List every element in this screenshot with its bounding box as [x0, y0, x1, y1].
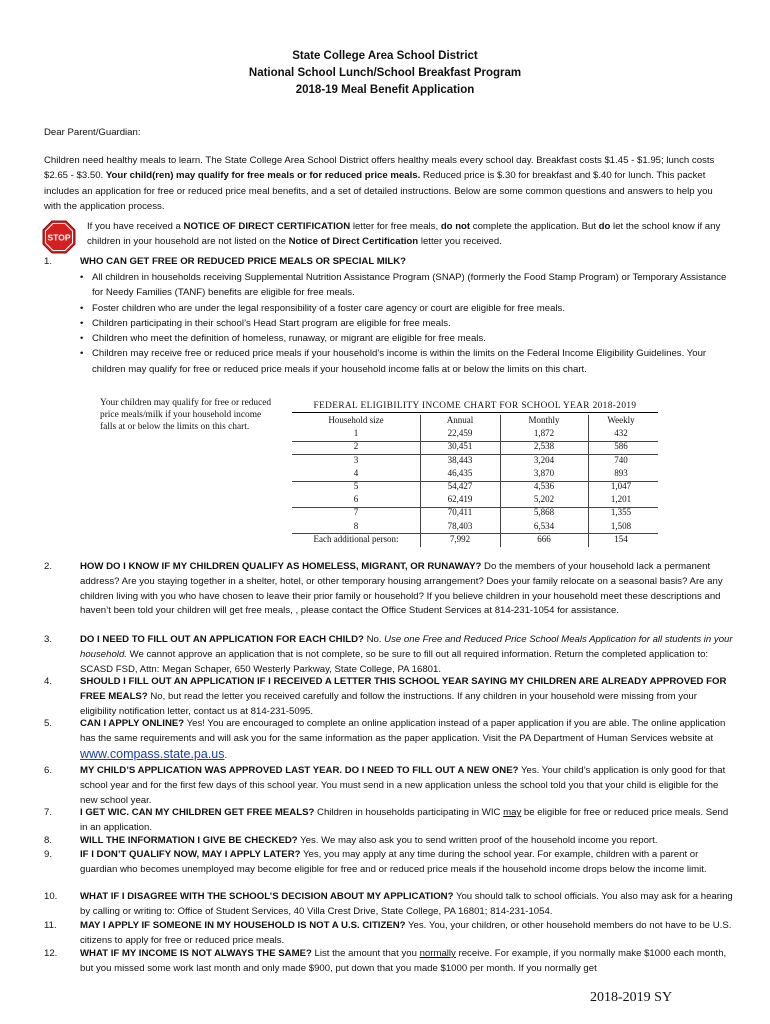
- stop-text-5: letter you received.: [418, 236, 502, 248]
- list-item: • Foster children who are under the legal responsibility of a foster care agency or court are eligible for free meals.: [80, 302, 565, 314]
- question-12-body: [80, 947, 734, 977]
- question-2-number: 2.: [44, 561, 53, 572]
- cell-household-size: 8: [353, 520, 359, 531]
- question-3: [44, 633, 734, 677]
- table-column-rule: [420, 415, 421, 547]
- header-district: State College Area School District: [292, 50, 478, 62]
- cell-annual: 22,459: [447, 428, 473, 439]
- cell-monthly: 5,868: [533, 507, 555, 518]
- table-rule: [292, 507, 658, 508]
- table-rule: [292, 454, 658, 455]
- cell-annual: 7,992: [449, 533, 471, 544]
- question-5-title: CAN I APPLY ONLINE?: [80, 718, 185, 729]
- question-2-body: [80, 560, 734, 619]
- cell-household-size: 2: [353, 441, 359, 452]
- intro-bold: Your child(ren) may qualify for free meals or for reduced price meals.: [105, 170, 421, 182]
- cell-weekly: 740: [614, 454, 628, 465]
- stop-bold-1: NOTICE OF DIRECT CERTIFICATION: [183, 221, 351, 232]
- question-3-italic: Use one Free and Reduced Price School Meals Application for all students in your household.: [80, 634, 733, 660]
- cell-household-size: 7: [353, 507, 359, 518]
- table-row: [292, 494, 658, 507]
- bullet-text: All children in households receiving Supplemental Nutrition Assistance Program (SNAP) (formerly the Food Stamp Program) or Temporary Assistance for Needy Families (TANF) benefits are eligible for free meals.: [92, 272, 727, 299]
- table-row: [292, 481, 658, 494]
- question-5-number: 5.: [44, 718, 53, 729]
- question-2: [44, 560, 734, 619]
- question-10: [44, 890, 734, 920]
- table-row: [292, 534, 658, 547]
- question-12-title: WHAT IF MY INCOME IS NOT ALWAYS THE SAME?: [80, 948, 312, 959]
- cell-weekly: 1,355: [610, 507, 632, 518]
- bullet-text: Children participating in their school’s Head Start program are eligible for free meals.: [92, 317, 451, 329]
- question-6-title: MY CHILD’S APPLICATION WAS APPROVED LAST YEAR. DO I NEED TO FILL OUT A NEW ONE?: [80, 765, 519, 776]
- question-7-text-2: be eligible for free or reduced price meals. Send in an application.: [80, 807, 729, 833]
- table-column-rule: [588, 415, 589, 547]
- intro-text-1: Children need healthy meals to learn. The State College Area School District offers healthy meals every school day. Breakfast costs $1.45 - $1.95; lunch costs $2.65 - $3.50.: [44, 155, 715, 182]
- footer-school-year: 2018-2019 SY: [590, 990, 673, 1005]
- cell-weekly: 154: [614, 533, 628, 544]
- question-8-body: [80, 834, 734, 849]
- question-3-text-2: We cannot approve an application that is not complete, so be sure to fill out all required information. Return the completed application to: SCASD FSD, Attn: Megan Schaper, 650 Westerly Parkway, State College, PA 16801.: [80, 648, 709, 675]
- table-rule: [292, 481, 658, 482]
- question-8: [44, 834, 734, 849]
- table-row: [292, 428, 658, 441]
- header-program: National School Lunch/School Breakfast Program: [248, 67, 522, 79]
- question-7-text-1: Children in households participating in WIC: [314, 807, 504, 818]
- cell-monthly: 666: [537, 533, 551, 544]
- cell-monthly: 3,870: [533, 467, 555, 478]
- question-8-title: WILL THE INFORMATION I GIVE BE CHECKED?: [80, 835, 298, 846]
- question-10-number: 10.: [44, 891, 58, 902]
- table-row: [292, 521, 658, 534]
- question-7: [44, 806, 734, 836]
- question-7-title: I GET WIC. CAN MY CHILDREN GET FREE MEALS?: [80, 807, 315, 818]
- question-8-text: Yes. We may also ask you to send written proof of the household income you report.: [297, 835, 658, 846]
- intro-paragraph: [44, 153, 730, 215]
- direct-certification-notice: [87, 219, 727, 250]
- cell-household-size: 4: [353, 467, 359, 478]
- question-12-text-1: List the amount that you: [311, 948, 420, 959]
- question-3-body: [80, 633, 734, 677]
- cell-annual: 30,451: [447, 441, 473, 452]
- stop-text-2: letter for free meals,: [350, 221, 441, 232]
- question-11-number: 11.: [44, 920, 57, 931]
- question-4-body: [80, 675, 734, 719]
- list-item: • Children participating in their school’s Head Start program are eligible for free meals.: [80, 317, 451, 329]
- cell-household-size: 6: [353, 494, 359, 505]
- list-item: • Children may receive free or reduced price meals if your household’s income is within the limits on the Federal Income Eligibility Guidelines. Your children may qualify for free or reduced price meals if your household income falls at or below the limits on this chart.: [80, 348, 707, 375]
- column-header-annual: Annual: [446, 415, 474, 425]
- question-9: [44, 848, 734, 878]
- cell-annual: 70,411: [447, 507, 473, 518]
- question-7-body: [80, 806, 734, 836]
- bullet-text: Foster children who are under the legal responsibility of a foster care agency or court are eligible for free meals.: [92, 302, 565, 314]
- table-row: [292, 455, 658, 468]
- question-11-title: MAY I APPLY IF SOMEONE IN MY HOUSEHOLD IS NOT A U.S. CITIZEN?: [80, 920, 406, 931]
- income-chart-header-row: [292, 415, 658, 428]
- stop-bold-2: do not: [440, 221, 471, 232]
- cell-household-size: Each additional person:: [313, 533, 399, 544]
- question-12-underline: normally: [419, 948, 456, 959]
- stop-bold-3: do: [598, 221, 611, 232]
- question-9-body: [80, 848, 734, 878]
- eligibility-bullet-list: [80, 270, 732, 377]
- question-3-title: DO I NEED TO FILL OUT AN APPLICATION FOR EACH CHILD?: [80, 634, 364, 645]
- header-title: 2018-19 Meal Benefit Application: [295, 84, 475, 96]
- cell-monthly: 2,538: [533, 441, 555, 452]
- question-3-text-1: No.: [363, 634, 385, 645]
- stop-sign-icon: [42, 220, 76, 254]
- question-6-number: 6.: [44, 765, 53, 776]
- cell-annual: 54,427: [447, 481, 473, 491]
- question-4: [44, 675, 734, 719]
- intro-text-2: Reduced price is $.30 for breakfast and $.40 for lunch. This packet includes an application for free or reduced price meal benefits, and a set of detailed instructions. Below are some common questions and answers to help you with the application process.: [44, 170, 713, 213]
- question-5: [44, 717, 734, 763]
- question-1-title: WHO CAN GET FREE OR REDUCED PRICE MEALS OR SPECIAL MILK?: [80, 256, 407, 267]
- question-4-title: SHOULD I FILL OUT AN APPLICATION IF I RECEIVED A LETTER THIS SCHOOL YEAR SAYING MY CHILDREN ARE ALREADY APPROVED FOR FREE MEALS?: [80, 676, 727, 702]
- cell-annual: 78,403: [447, 520, 473, 531]
- question-9-text: Yes, you may apply at any time during the school year. For example, children with a parent or guardian who becomes unemployed may become eligible for free and or reduced price meals if the household income drops below the income limit.: [80, 849, 707, 875]
- cell-monthly: 6,534: [533, 520, 555, 531]
- list-item: • All children in households receiving Supplemental Nutrition Assistance Program (SNAP) (formerly the Food Stamp Program) or Temporary Assistance for Needy Families (TANF) benefits are eligible for free meals.: [80, 272, 727, 299]
- cell-household-size: 1: [353, 428, 359, 439]
- cell-weekly: 432: [614, 428, 628, 439]
- question-12-number: 12.: [44, 948, 58, 959]
- table-column-rule: [500, 415, 501, 547]
- cell-monthly: 3,204: [533, 454, 555, 465]
- cell-annual: 46,435: [447, 467, 473, 478]
- bullet-text: Children may receive free or reduced price meals if your household’s income is within the limits on the Federal Income Eligibility Guidelines. Your children may qualify for free or reduced price meals if your household income falls at or below the limits on this chart.: [92, 348, 707, 375]
- question-9-title: IF I DON’T QUALIFY NOW, MAY I APPLY LATER?: [80, 849, 301, 860]
- stop-text-3: complete the application. But: [470, 221, 599, 232]
- cell-weekly: 586: [614, 441, 628, 452]
- column-header-weekly: Weekly: [607, 415, 635, 425]
- question-2-title: HOW DO I KNOW IF MY CHILDREN QUALIFY AS HOMELESS, MIGRANT, OR RUNAWAY?: [80, 561, 482, 572]
- question-7-underline: may: [503, 807, 522, 818]
- question-11-text: Yes. You, your children, or other household members do not have to be U.S. citizens to apply for free or reduced price meals.: [80, 920, 732, 946]
- question-6: [44, 764, 734, 808]
- question-4-text: No, but read the letter you received carefully and follow the instructions. If any children in your household were missing from your eligibility notification letter, contact us at 814-231-5095.: [80, 690, 697, 717]
- question-1: [44, 255, 734, 270]
- cell-weekly: 893: [614, 467, 628, 478]
- stop-text-1: If you have received a: [87, 221, 184, 232]
- table-rule: [292, 533, 658, 534]
- income-chart-title: FEDERAL ELIGIBILITY INCOME CHART FOR SCHOOL YEAR 2018-2019: [292, 401, 658, 413]
- table-rule: [292, 441, 658, 442]
- question-5-end: .: [224, 749, 228, 761]
- cell-household-size: 3: [353, 454, 359, 465]
- table-row: [292, 468, 658, 481]
- cell-monthly: 5,202: [533, 494, 555, 505]
- question-2-text: Do the members of your household lack a permanent address? Are you staying together in a shelter, hotel, or other temporary housing arrangement? Does your family relocate on a seasonal basis? Are any children living with you who have chosen to leave their prior family or household? If you believe children in your household meet these descriptions and haven’t been told your children will get free meals, , please contact the Office Student Services at 814-231-1054 for assistance.: [80, 561, 723, 617]
- compass-website-link[interactable]: www.compass.state.pa.us: [80, 746, 225, 761]
- question-9-number: 9.: [44, 849, 53, 860]
- question-4-number: 4.: [44, 676, 53, 687]
- table-row: [292, 507, 658, 520]
- cell-annual: 62,419: [447, 494, 473, 505]
- question-3-number: 3.: [44, 634, 53, 645]
- cell-annual: 38,443: [447, 454, 473, 465]
- question-10-title: WHAT IF I DISAGREE WITH THE SCHOOL’S DECISION ABOUT MY APPLICATION?: [80, 891, 454, 902]
- question-11-body: [80, 919, 734, 949]
- question-7-number: 7.: [44, 807, 53, 818]
- cell-weekly: 1,508: [610, 520, 632, 531]
- greeting: Dear Parent/Guardian:: [44, 127, 141, 138]
- question-11: [44, 919, 734, 949]
- cell-household-size: 5: [353, 481, 359, 491]
- question-8-number: 8.: [44, 835, 53, 846]
- column-header-household-size: Household size: [328, 415, 384, 425]
- cell-weekly: 1,201: [610, 494, 632, 505]
- question-6-body: [80, 764, 734, 808]
- list-item: • Children who meet the definition of homeless, runaway, or migrant are eligible for free meals.: [80, 333, 486, 345]
- cell-weekly: 1,047: [610, 481, 632, 491]
- cell-monthly: 4,536: [533, 481, 555, 491]
- cell-monthly: 1,872: [533, 428, 555, 439]
- question-6-text: Yes. Your child’s application is only good for that school year and for the first few days of this school year. You must send in a new application unless the school told you that your child is eligible for the new school year.: [80, 765, 726, 806]
- bullet-text: Children who meet the definition of homeless, runaway, or migrant are eligible for free meals.: [92, 333, 486, 345]
- question-12-text-2: receive. For example, if you normally make $1000 each month, but you missed some work last month and only made $900, put down that you made $1000 per month. If you normally get: [80, 948, 727, 974]
- stop-sign-label: STOP: [47, 232, 71, 243]
- stop-text-4: let the school know if any children in your household are not listed on the: [87, 221, 721, 248]
- stop-bold-4: Notice of Direct Certification: [288, 236, 419, 248]
- question-5-body: [80, 717, 734, 763]
- question-5-text: Yes! You are encouraged to complete an online application instead of a paper application if you are able. The online application has the same requirements and will ask you for the same information as the paper application. Visit the PA Department of Human Services website at: [80, 718, 726, 744]
- column-header-monthly: Monthly: [528, 415, 560, 425]
- question-1-number: 1.: [44, 256, 53, 267]
- question-10-text: You should talk to school officials. You also may ask for a hearing by calling or writing to: Office of Student Services, 40 Villa Crest Drive, State College, PA 16801; 814-231-1054.: [80, 891, 733, 917]
- question-12: [44, 947, 734, 977]
- question-10-body: [80, 890, 734, 920]
- table-row: [292, 441, 658, 454]
- income-chart-note: Your children may qualify for free or reduced price meals/milk if your household income falls at or below the limits on this chart.: [100, 398, 272, 432]
